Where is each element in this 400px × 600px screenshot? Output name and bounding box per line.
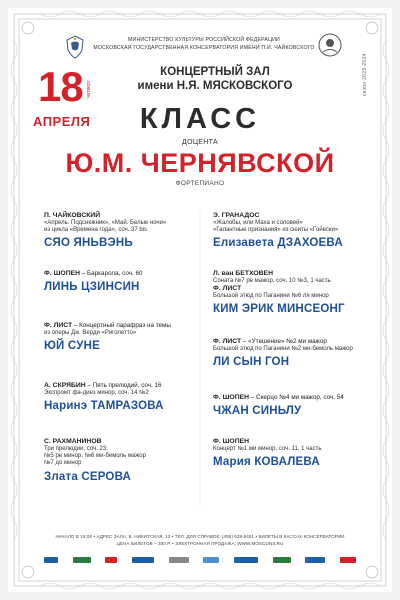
program-item xyxy=(213,212,363,249)
work-inline: – Пять прелюдий, соч. 16 xyxy=(85,382,162,389)
footer-info: НАЧАЛО В 19:00 • АДРЕС ЗАЛА: Б. НИКИТСКАЯ, 13 • ТЕЛ. ДЛЯ СПРАВОК: (495) 629-9401 • БИЛЕТЫ В КАССАХ КОНСЕРВАТОРИИ xyxy=(55,534,345,539)
docent-label: ДОЦЕНТА xyxy=(182,139,218,146)
composer-name: Ф. ЛИСТ xyxy=(213,338,242,345)
performer-name: Наринэ ТАМРАЗОВА xyxy=(44,400,164,412)
work-line: «Апрель. Подснежник», «Май. Белые ночи» xyxy=(44,219,167,226)
work-line: Большой этюд по Паганини №2 ми-бемоль мажор xyxy=(213,345,353,352)
sponsor-logo xyxy=(234,557,258,563)
class-title: КЛАСС xyxy=(139,103,261,135)
sponsor-logo xyxy=(169,557,189,563)
sponsor-logo xyxy=(44,557,58,563)
composer-name: Ф. ШОПЕН xyxy=(213,394,250,401)
composer-name: Э. ГРАНАДОС xyxy=(213,212,260,219)
conservatory-logo xyxy=(317,30,343,60)
sponsor-logos xyxy=(44,554,356,566)
work-inline: – Баркарола, соч. 60 xyxy=(80,270,143,277)
date-day: 18 xyxy=(38,63,83,110)
teacher-name: Ю.М. ЧЕРНЯВСКОЙ xyxy=(65,148,335,178)
coat-of-arms-emblem xyxy=(64,34,86,60)
season-label: сезон 2023-2024 xyxy=(362,53,368,96)
work-line: Концерт №1 ми минор, соч. 11, 1 часть xyxy=(213,445,322,452)
date-weekday: четверг xyxy=(86,80,92,98)
composer-name: Ф. ШОПЕН xyxy=(213,438,250,445)
work-line: №7 до минор xyxy=(44,460,82,467)
sponsor-logo xyxy=(73,557,91,563)
ministry-label: МИНИСТЕРСТВО КУЛЬТУРЫ РОССИЙСКОЙ ФЕДЕРАЦИИ xyxy=(128,37,280,43)
program-item xyxy=(213,438,363,468)
sponsor-logo xyxy=(132,557,154,563)
performer-name: Елизавета ДЗАХОЕВА xyxy=(213,237,343,250)
composer-name: Ф. ЛИСТ xyxy=(44,322,73,329)
sponsor-logo xyxy=(105,557,117,563)
work-line: Три прелюдии, соч. 23: xyxy=(44,445,108,452)
composer-name: С. РАХМАНИНОВ xyxy=(44,438,102,445)
sponsor-logo xyxy=(340,557,356,563)
composer-name: Ф. ШОПЕН xyxy=(44,270,81,277)
program-item xyxy=(213,270,363,315)
performer-name: ЮЙ СУНЕ xyxy=(44,340,101,352)
work-inline: – Концертный парафраз на темы xyxy=(72,322,171,329)
venue-subtitle: имени Н.Я. МЯСКОВСКОГО xyxy=(137,80,293,92)
conservatory-label: МОСКОВСКАЯ ГОСУДАРСТВЕННАЯ КОНСЕРВАТОРИЯ ИМЕНИ П.И. ЧАЙКОВСКОГО xyxy=(93,45,315,51)
work-line: №5 ре минор, №6 ми-бемоль мажор xyxy=(44,453,146,459)
work-line: «Галантные признания» из сюиты «Гойески» xyxy=(213,227,339,233)
sponsor-logo xyxy=(273,557,291,563)
venue-title: КОНЦЕРТНЫЙ ЗАЛ xyxy=(160,66,270,78)
program-item xyxy=(44,270,194,293)
program-item xyxy=(44,322,194,352)
performer-name: Злата СЕРОВА xyxy=(44,470,132,483)
work-line: «Жалобы, или Маха и соловей» xyxy=(213,219,303,226)
composer-name: Ф. ЛИСТ xyxy=(213,285,242,292)
footer-tickets: ЦЕНА БИЛЕТОВ – 300 Р. • ЭЛЕКТРОННАЯ ПРОДАЖА: WWW.MOSCONS.RU xyxy=(116,541,284,546)
program-item xyxy=(213,338,363,368)
program-item xyxy=(44,212,194,249)
composer-name: Л. ван БЕТХОВЕН xyxy=(213,270,273,277)
program-item xyxy=(213,394,363,417)
sponsor-logo xyxy=(305,557,325,563)
work-line: из оперы Дж. Верди «Риголетто» xyxy=(44,329,137,336)
composer-name: А. СКРЯБИН xyxy=(44,382,86,389)
work-line: Соната №7 ре мажор, соч. 10 №3, 1 часть xyxy=(213,277,331,284)
composer-name: П. ЧАЙКОВСКИЙ xyxy=(44,212,101,219)
work-inline: – Скерцо №4 ми мажор, соч. 54 xyxy=(249,394,344,401)
performer-name: КИМ ЭРИК МИНСЕОНГ xyxy=(213,303,345,315)
instrument-label: ФОРТЕПИАНО xyxy=(175,180,225,187)
performer-name: ЛИНЬ ЦЗИНСИН xyxy=(44,280,140,293)
date-month: АПРЕЛЯ xyxy=(33,114,91,129)
performer-name: ЧЖАН СИНЬЛУ xyxy=(213,404,302,417)
work-line: из цикла «Времена года», соч. 37 bis xyxy=(44,227,148,233)
program-item xyxy=(44,438,194,483)
work-line: Большой этюд по Паганини №6 ля минор xyxy=(213,292,329,299)
work-line: Экспромт фа-диез минор, соч. 14 №2 xyxy=(44,389,149,396)
program-item xyxy=(44,382,194,412)
performer-name: СЯО ЯНЬВЭНЬ xyxy=(44,237,133,250)
work-inline: – «Утешение» №2 ми мажор xyxy=(241,338,327,345)
performer-name: Мария КОВАЛЕВА xyxy=(213,456,320,468)
performer-name: ЛИ СЫН ГОН xyxy=(213,356,290,368)
sponsor-logo xyxy=(203,557,219,563)
